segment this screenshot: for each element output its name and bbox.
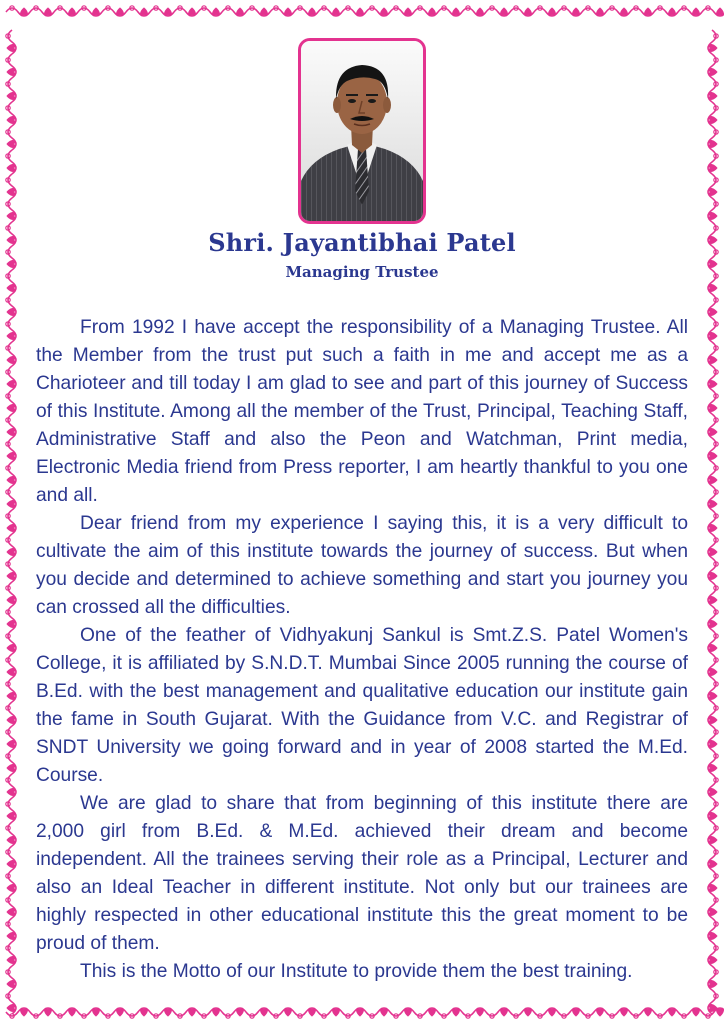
person-name: Shri. Jayantibhai Patel (208, 228, 516, 257)
message-paragraph: We are glad to share that from beginning of this institute there are 2,000 girl from B.Ed. & M.Ed. achieved their dream and become independent. All the trainees serving their role as a Principal, Lecturer and also an Ideal Teacher in different institute. Not only but our trainees are highly respected in other educational institute this the great moment to be proud of them. (36, 793, 688, 954)
message-paragraph: Dear friend from my experience I saying this, it is a very difficult to cultivate the aim of this institute towards the journey of success. But when you decide and determined to achieve something and start you journey you can crossed all the difficulties. (36, 513, 688, 618)
message-paragraph: From 1992 I have accept the responsibility of a Managing Trustee. All the Member from the trust put such a faith in me and accept me as a Charioteer and till today I am glad to see and part of this journey of Success of this Institute. Among all the member of the Trust, Principal, Teaching Staff, Administrative Staff and also the Peon and Watchman, Print media, Electronic Media friend from Press reporter, I am heartly thankful to you one and all. (36, 317, 688, 506)
message-paragraph: This is the Motto of our Institute to provide them the best training. (80, 961, 633, 982)
message-body (36, 314, 688, 986)
ornamental-border-top (0, 0, 724, 24)
message-paragraph: One of the feather of Vidhyakunj Sankul is Smt.Z.S. Patel Women's College, it is affiliated by S.N.D.T. Mumbai Since 2005 running the course of B.Ed. with the best management and qualitative education our institute gain the fame in South Gujarat. With the Guidance from V.C. and Registrar of SNDT University we going forward and in year of 2008 started the M.Ed. Course. (36, 625, 688, 786)
ornamental-border-left (0, 0, 24, 1024)
portrait-photo (298, 38, 426, 224)
person-designation: Managing Trustee (285, 263, 439, 281)
ornamental-border-bottom (0, 1000, 724, 1024)
ornamental-border-right (700, 0, 724, 1024)
